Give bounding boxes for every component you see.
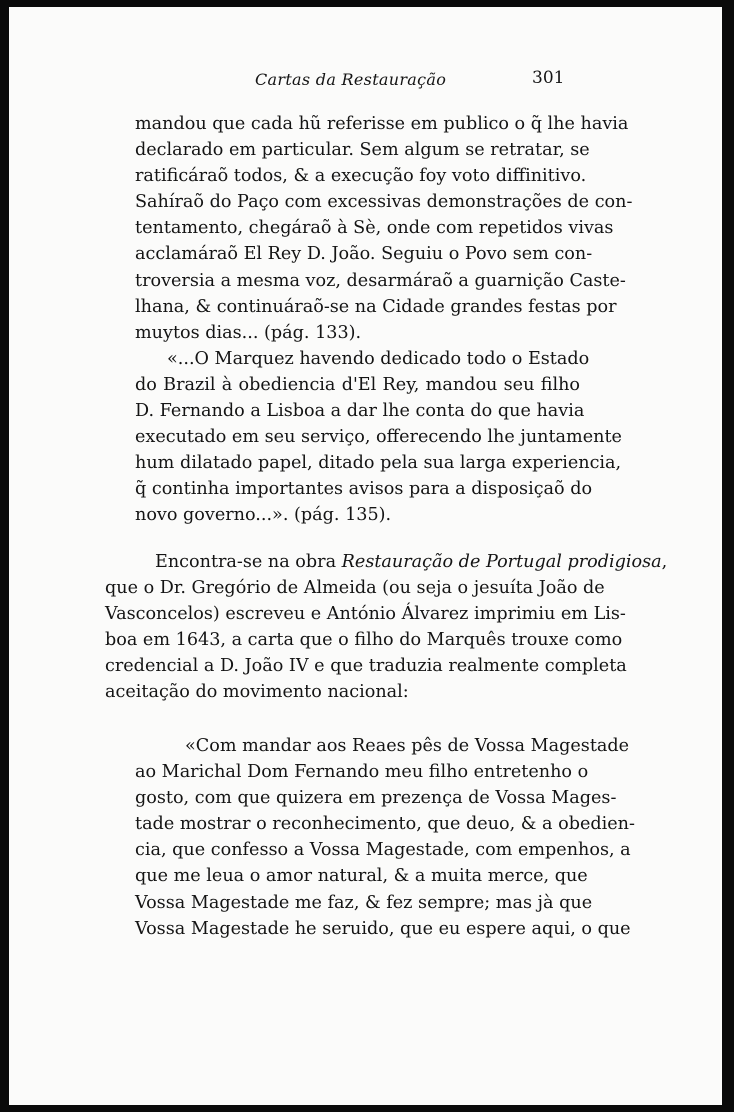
quote-block-1 bbox=[135, 111, 633, 529]
text-line: Vossa Magestade me faz, & fez sempre; mas jà que bbox=[135, 892, 593, 913]
text-line: executado em seu serviço, offerecendo lhe juntamente bbox=[135, 427, 622, 448]
text-run: , bbox=[661, 552, 668, 572]
text-line: Vossa Magestade he seruido, que eu espere aqui, o que bbox=[135, 918, 631, 939]
quote-block-2 bbox=[135, 733, 635, 942]
book-title: Restauração de Portugal prodigiosa bbox=[341, 552, 662, 572]
text-run: Encontra-se na obra bbox=[155, 552, 342, 572]
text-line: «Com mandar aos Reaes pês de Vossa Magestade bbox=[185, 736, 630, 756]
text-line: aceitação do movimento nacional: bbox=[105, 682, 409, 703]
running-title: Cartas da Restauração bbox=[255, 70, 447, 89]
scan-border-bottom bbox=[0, 1105, 734, 1112]
text-line: declarado em particular. Sem algum se retratar, se bbox=[135, 140, 590, 161]
text-line: «...O Marquez havendo dedicado todo o Estado bbox=[167, 348, 590, 369]
book-page bbox=[9, 7, 722, 1105]
text-line: tentamento, chegáraõ à Sè, onde com repetidos vivas bbox=[135, 218, 614, 239]
text-line: ratificáraõ todos, & a execução foy voto diffinitivo. bbox=[135, 166, 587, 187]
text-line: cia, que confesso a Vossa Magestade, com empenhos, a bbox=[135, 840, 631, 861]
text-line bbox=[105, 549, 668, 575]
text-line: credencial a D. João IV e que traduzia realmente completa bbox=[105, 656, 627, 677]
text-line: lhana, & continuáraõ-se na Cidade grandes festas por bbox=[135, 296, 617, 317]
text-line: hum dilatado papel, ditado pela sua larga experiencia, bbox=[135, 453, 622, 474]
text-line: troversia a mesma voz, desarmáraõ a guarnição Caste- bbox=[135, 270, 626, 291]
text-line: Vasconcelos) escreveu e António Álvarez imprimiu em Lis- bbox=[105, 604, 626, 625]
scan-border-top bbox=[0, 0, 734, 7]
text-line: muytos dias... (pág. 133). bbox=[135, 322, 362, 343]
text-line: ao Marichal Dom Fernando meu filho entretenho o bbox=[135, 762, 589, 783]
text-line: gosto, com que quizera em prezença de Vossa Mages- bbox=[135, 788, 617, 809]
text-line: do Brazil à obediencia d'El Rey, mandou seu filho bbox=[135, 374, 580, 395]
text-line: q̃ continha importantes avisos para a disposiçaõ do bbox=[135, 479, 593, 500]
scan-border-right bbox=[722, 0, 734, 1112]
page-number: 301 bbox=[532, 68, 565, 88]
text-line: tade mostrar o reconhecimento, que deuo, & a obedien- bbox=[135, 814, 635, 835]
text-line: boa em 1643, a carta que o filho do Marquês trouxe como bbox=[105, 630, 623, 651]
text-line: mandou que cada hũ referisse em publico o q̃ lhe havia bbox=[135, 114, 629, 134]
text-line: novo governo...». (pág. 135). bbox=[135, 505, 392, 526]
text-line: acclamáraõ El Rey D. João. Seguiu o Povo sem con- bbox=[135, 244, 593, 265]
text-line: que o Dr. Gregório de Almeida (ou seja o jesuíta João de bbox=[105, 578, 605, 599]
text-line: que me leua o amor natural, & a muita merce, que bbox=[135, 866, 588, 887]
text-line: D. Fernando a Lisboa a dar lhe conta do que havia bbox=[135, 401, 585, 422]
text-line: Sahíraõ do Paço com excessivas demonstrações de con- bbox=[135, 192, 633, 213]
scan-border-left bbox=[0, 0, 9, 1112]
body-paragraph bbox=[105, 549, 668, 706]
